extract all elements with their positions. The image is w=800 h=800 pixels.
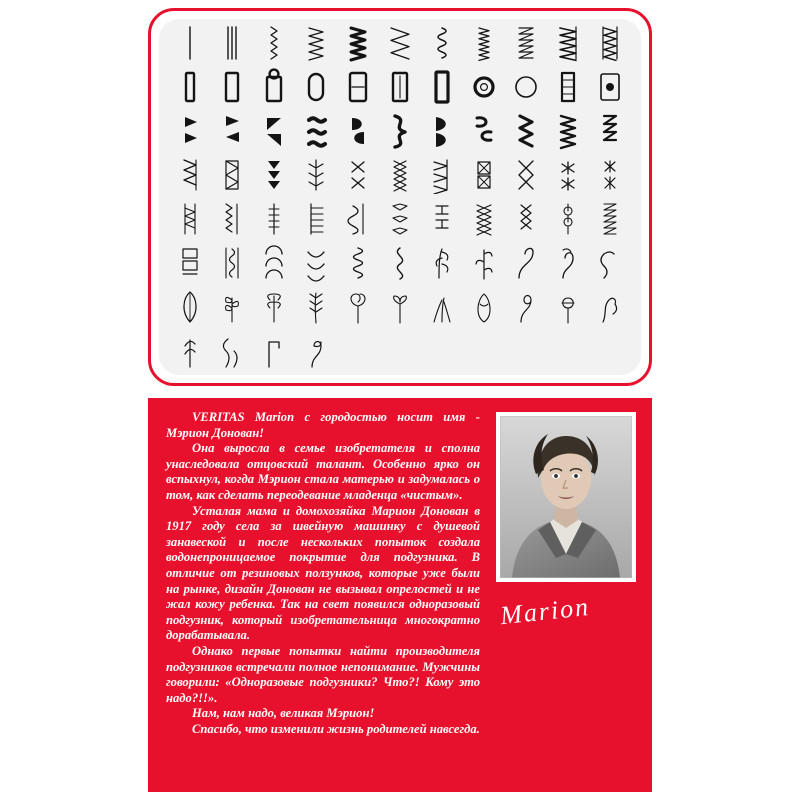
story-paragraph: Она выросла в семье изобретателя и сполна унаследовала отцовский талант. Особенно ярко он вспыхнул, когда Мэрион стала матерью и задумалась о том, как сделать переодевание младенца «чистым». — [166, 441, 480, 502]
stitch-cell-zigzag-stitch — [295, 21, 337, 65]
stitch-cell-link-stitch — [547, 241, 589, 285]
stitch-cell-roman-stitch — [589, 197, 631, 241]
stitch-cell-swan-motif — [295, 329, 337, 373]
stitch-cell-slant-overedge — [421, 153, 463, 197]
stitch-cell-blanket-stitch — [295, 197, 337, 241]
story-text-block — [166, 410, 480, 737]
stitch-cell-wave-stitch — [379, 109, 421, 153]
stitch-cell-bouquet-motif — [337, 285, 379, 329]
stitch-cell-serpentine-stitch — [421, 21, 463, 65]
story-paragraph: VERITAS Marion с городостью носит имя - Мэрион Донован! — [166, 410, 480, 440]
stitch-cell-pin-stitch — [253, 197, 295, 241]
stitch-cell-chain-wave — [337, 241, 379, 285]
stitch-cell-swirl-motif — [463, 285, 505, 329]
stitch-cell-buttonhole-stretch — [337, 65, 379, 109]
stitch-cell-bracket-motif — [253, 329, 295, 373]
stitch-cell-double-cross — [505, 197, 547, 241]
stitch-cell-crossed-stitch — [169, 153, 211, 197]
stitch-cell-empty-cell — [505, 329, 547, 373]
stitch-cell-curve-stitch — [505, 241, 547, 285]
stitch-cell-vine-stitch — [379, 241, 421, 285]
stitch-cell-applique-stitch — [169, 241, 211, 285]
stitch-cell-honeycomb-stitch — [337, 197, 379, 241]
stitch-cell-empty-cell — [589, 329, 631, 373]
story-paragraph: Спасибо, что изменили жизнь родителей навсегда. — [192, 721, 480, 736]
stitch-panel-inner — [159, 19, 641, 375]
stitch-cell-scalloped-edge — [295, 241, 337, 285]
stitch-cell-darning-stitch — [547, 65, 589, 109]
stitch-cell-wave-motif — [211, 329, 253, 373]
stitch-cell-blind-hem-stretch — [211, 109, 253, 153]
stitch-grid — [169, 21, 631, 373]
stitch-cell-pointed-zigzag — [589, 109, 631, 153]
stitch-cell-triangle-stitch — [253, 109, 295, 153]
stitch-cell-scroll-motif — [589, 285, 631, 329]
stitch-cell-leaf-stitch — [421, 241, 463, 285]
stitch-cell-turkish-stitch — [421, 197, 463, 241]
stitch-cell-empty-cell — [463, 329, 505, 373]
stitch-cell-shell-edge — [295, 109, 337, 153]
stitch-cell-ribbon-motif — [169, 329, 211, 373]
stitch-cell-blind-hem — [169, 109, 211, 153]
stitch-cell-star-stitch — [547, 153, 589, 197]
stitch-cell-lattice-stitch — [463, 153, 505, 197]
stitch-cell-double-edge-stitch — [211, 241, 253, 285]
stitch-cell-arch-stitch — [253, 241, 295, 285]
stitch-pattern-panel — [148, 8, 652, 386]
portrait-frame — [496, 412, 636, 582]
stitch-cell-buttonhole-standard — [211, 65, 253, 109]
stitch-cell-buttonhole-corded — [379, 65, 421, 109]
stitch-cell-closed-overlock — [589, 21, 631, 65]
signature-marion: Marion — [498, 591, 592, 631]
stitch-cell-braid-stitch — [589, 241, 631, 285]
stitch-cell-picot-stitch — [379, 197, 421, 241]
stitch-cell-straight-stitch — [169, 21, 211, 65]
stitch-cell-triple-zigzag-stitch — [337, 21, 379, 65]
stitch-cell-zigzag-decorative — [547, 109, 589, 153]
stitch-cell-arrow-head-stitch — [253, 153, 295, 197]
stitch-cell-double-overlock — [547, 21, 589, 65]
stitch-cell-empty-cell — [337, 329, 379, 373]
stitch-cell-cross-overlock — [463, 197, 505, 241]
stitch-cell-floral-stitch — [463, 241, 505, 285]
stitch-cell-empty-cell — [547, 329, 589, 373]
stitch-cell-asterisk-stitch — [589, 153, 631, 197]
portrait-photo — [500, 416, 632, 578]
stitch-cell-fleur-motif — [547, 285, 589, 329]
stitch-cell-circle-eyelet — [505, 65, 547, 109]
stitch-cell-stretch-overlock — [211, 197, 253, 241]
stitch-cell-spiral-motif — [505, 285, 547, 329]
stitch-cell-grass-motif — [421, 285, 463, 329]
story-paragraph: Нам, нам надо, великая Мэрион! — [192, 706, 375, 721]
stitch-cell-empty-cell — [379, 329, 421, 373]
stitch-cell-leaf-motif — [253, 285, 295, 329]
stitch-cell-criss-cross — [505, 153, 547, 197]
stitch-cell-bartack — [421, 65, 463, 109]
stitch-cell-buttonhole-narrow — [169, 65, 211, 109]
stitch-cell-flower-motif — [211, 285, 253, 329]
stitch-cell-empty-cell — [421, 329, 463, 373]
stitch-cell-stretch-stitch — [253, 21, 295, 65]
stitch-cell-overlock-stitch — [505, 21, 547, 65]
stitch-cell-three-step-zigzag — [379, 21, 421, 65]
stitch-cell-buttonhole-rounded — [295, 65, 337, 109]
stitch-cell-fagoting-stitch — [169, 197, 211, 241]
stitch-cell-cross-stitch — [337, 153, 379, 197]
story-card — [148, 398, 652, 792]
stitch-cell-scallop-stitch — [337, 109, 379, 153]
stitch-cell-tulip-motif — [379, 285, 421, 329]
stitch-cell-smocking-stitch — [421, 109, 463, 153]
story-paragraph: Усталая мама и домохозяйка Марион Донован в 1917 году села за швейную машинку с душевой занавеской и после нескольких попыток создала водонепроницаемое покрытие для подгузника. В отличие от резиновых ползунков, которые уже были на рынке, дизайн Донован не вызывал опрелостей и не жал кожу ребенка. Так на свет появился одноразовый подгузник, который изобретательница многократно дорабатывала. — [166, 503, 480, 643]
stitch-cell-fern-stitch — [295, 285, 337, 329]
stitch-cell-button-sew-on — [589, 65, 631, 109]
stitch-cell-knot-stitch — [547, 197, 589, 241]
stitch-cell-elastic-zigzag — [463, 21, 505, 65]
stitch-cell-eyelet-stitch — [463, 65, 505, 109]
stitch-cell-feather-stitch — [295, 153, 337, 197]
stitch-cell-heirloom-stitch — [169, 285, 211, 329]
stitch-cell-herringbone-stitch — [379, 153, 421, 197]
story-paragraph: Однако первые попытки найти производителя подгузников встречали полное непонимание. Мужчины говорили: «Одноразовые подгузники? Что?! Кому это надо?!!». — [166, 643, 480, 705]
stitch-cell-arrow-stitch — [463, 109, 505, 153]
stitch-cell-buttonhole-keyhole — [253, 65, 295, 109]
portrait-illustration — [500, 416, 632, 578]
stitch-cell-ladder-stitch — [211, 153, 253, 197]
stitch-cell-chevron-stitch — [505, 109, 547, 153]
stitch-cell-triple-straight-stitch — [211, 21, 253, 65]
